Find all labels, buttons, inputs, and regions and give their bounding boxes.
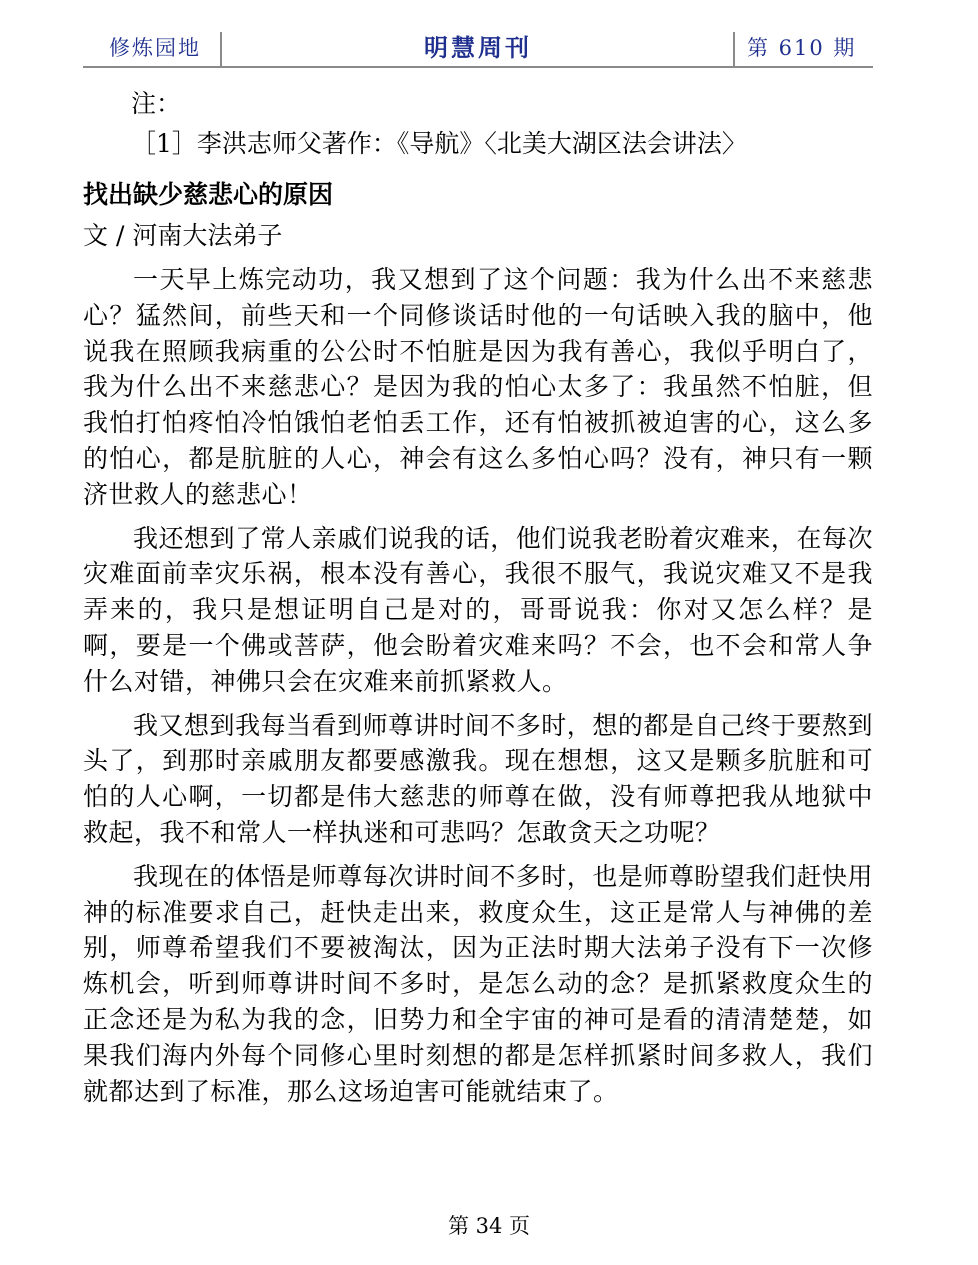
issue-number: 第 610 期 [747, 36, 857, 60]
page-number: 第 34 页 [447, 1214, 531, 1238]
notes-label: 注： [131, 89, 182, 118]
article-paragraph: 一天早上炼完动功，我又想到了这个问题：我为什么出不来慈悲心？猛然间，前些天和一个同修谈话时他的一句话映入我的脑中，他说我在照顾我病重的公公时不怕脏是因为我有善心，我似乎明白了，我为什么出不来慈悲心？是因为我的怕心太多了：我虽然不怕脏，但我怕打怕疼怕冷怕饿怕老怕丢工作，还有怕被抓被迫害的心，这么多的怕心，都是肮脏的人心，神会有这么多怕心吗？没有，神只有一颗济世救人的慈悲心！ [83, 265, 873, 509]
page-header [83, 28, 873, 68]
header-section-label: 修炼园地 [109, 36, 201, 60]
article-paragraph: 我现在的体悟是师尊每次讲时间不多时，也是师尊盼望我们赶快用神的标准要求自己，赶快走出来，救度众生，这正是常人与神佛的差别，师尊希望我们不要被淘汰，因为正法时期大法弟子没有下一次修炼机会，听到师尊讲时间不多时，是怎么动的念？是抓紧救度众生的正念还是为私为我的念，旧势力和全宇宙的神可是看的清清楚楚，如果我们海内外每个同修心里时刻想的都是怎样抓紧时间多救人，我们就都达到了标准，那么这场迫害可能就结束了。 [83, 861, 873, 1106]
page-content [83, 84, 873, 1117]
note-reference: ［1］李洪志师父著作：《导航》〈北美大湖区法会讲法〉 [131, 129, 747, 158]
article-title: 找出缺少慈悲心的原因 [83, 180, 334, 209]
article-paragraph: 我还想到了常人亲戚们说我的话，他们说我老盼着灾难来，在每次灾难面前幸灾乐祸，根本没有善心，我很不服气，我说灾难又不是我弄来的，我只是想证明自己是对的，哥哥说我：你对又怎么样？是啊，要是一个佛或菩萨，他会盼着灾难来吗？不会，也不会和常人争什么对错，神佛只会在灾难来前抓紧救人。 [83, 523, 873, 696]
article-paragraph: 我又想到我每当看到师尊讲时间不多时，想的都是自己终于要熬到头了，到那时亲戚朋友都要感激我。现在想想，这又是颗多肮脏和可怕的人心啊，一切都是伟大慈悲的师尊在做，没有师尊把我从地狱中救起，我不和常人一样执迷和可悲吗？怎敢贪天之功呢？ [83, 710, 873, 847]
publication-title: 明慧周刊 [424, 34, 532, 62]
article-byline: 文 / 河南大法弟子 [83, 221, 283, 250]
header-rule [83, 66, 873, 68]
